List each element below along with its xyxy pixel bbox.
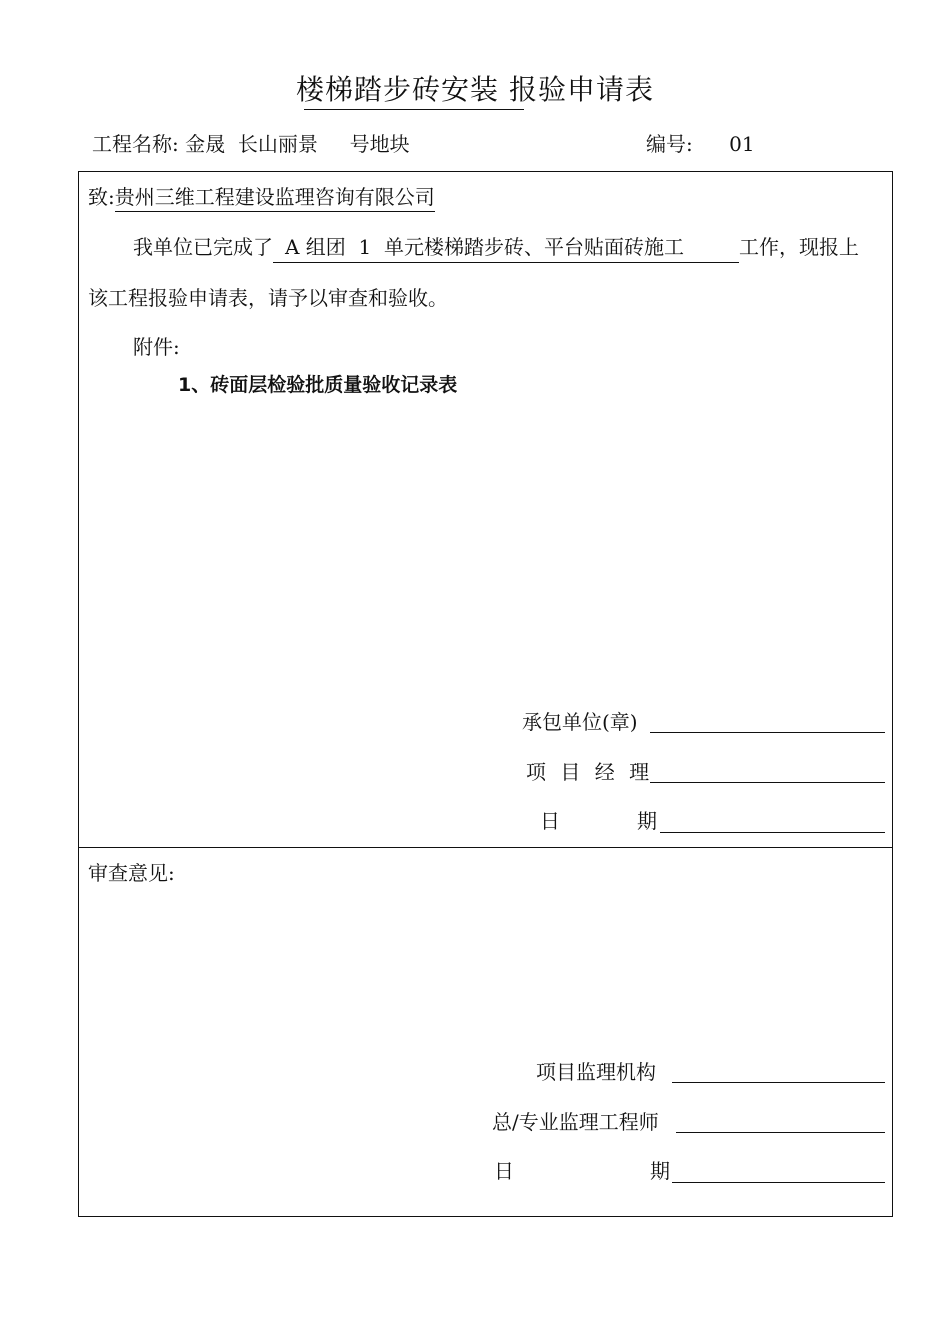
attachment-item-1: 1、砖面层检验批质量验收记录表 xyxy=(178,374,458,396)
completed-suffix: 工作，现报上 xyxy=(739,235,859,259)
manager-signature-line[interactable] xyxy=(650,782,885,783)
attachments-label: 附件: xyxy=(133,335,180,359)
contractor-label: 承包单位(章) xyxy=(522,710,638,734)
contractor-signature-line[interactable] xyxy=(650,732,885,733)
title-underline xyxy=(304,109,524,110)
review-date-line[interactable] xyxy=(672,1182,885,1183)
agency-signature-line[interactable] xyxy=(672,1082,885,1083)
number-label: 编号: xyxy=(646,132,693,156)
application-date-line[interactable] xyxy=(660,832,885,833)
recipient-row xyxy=(88,181,435,210)
engineer-signature-line[interactable] xyxy=(676,1132,885,1133)
date-label-2: 期 xyxy=(637,809,657,833)
date-label-1: 日 xyxy=(540,809,560,833)
project-name: 金晟 长山丽景 号地块 xyxy=(185,132,410,156)
number-value: 01 xyxy=(729,132,755,156)
form-title: 楼梯踏步砖安装 报验申请表 xyxy=(296,73,654,106)
completion-statement xyxy=(133,231,859,263)
request-line: 该工程报验申请表，请予以审查和验收。 xyxy=(88,286,448,310)
to-label: 致: xyxy=(88,185,115,209)
project-name-row xyxy=(92,128,410,157)
form-number-row xyxy=(646,128,755,157)
review-date-label-2: 期 xyxy=(650,1159,670,1183)
review-date-label-1: 日 xyxy=(494,1159,514,1183)
recipient-name: 贵州三维工程建设监理咨询有限公司 xyxy=(115,185,435,212)
project-label: 工程名称: xyxy=(92,132,179,156)
supervision-agency-label: 项目监理机构 xyxy=(536,1060,656,1084)
section-divider xyxy=(78,847,893,848)
form-frame xyxy=(78,171,893,1217)
manager-label: 项 目 经 理 xyxy=(526,760,654,784)
completed-prefix: 我单位已完成了 xyxy=(133,235,273,259)
supervising-engineer-label: 总/专业监理工程师 xyxy=(492,1110,659,1134)
review-opinion-label: 审查意见: xyxy=(88,861,175,885)
completed-work: A 组团 1 单元楼梯踏步砖、平台贴面砖施工 xyxy=(273,231,739,263)
